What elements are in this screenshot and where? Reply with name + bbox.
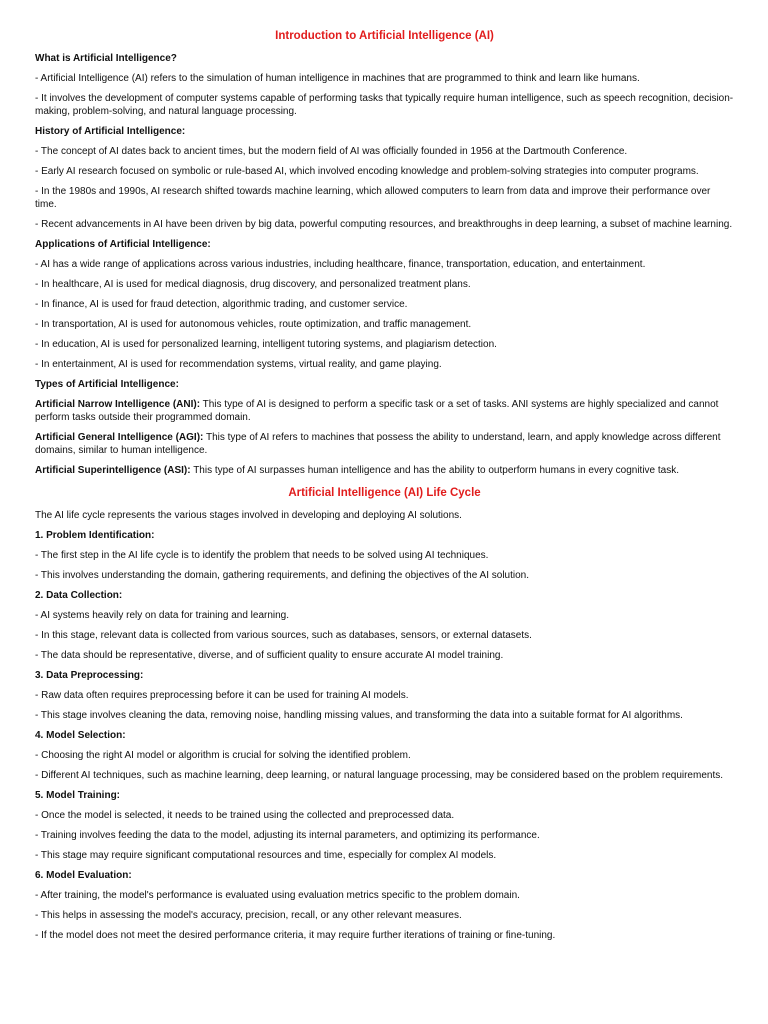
paragraph: - Choosing the right AI model or algorithm is crucial for solving the identified problem. [35,750,411,761]
type-definition-ani [35,398,734,424]
section-heading-history: History of Artificial Intelligence: [35,126,186,137]
paragraph: - Artificial Intelligence (AI) refers to the simulation of human intelligence in machines that are programmed to think and learn like humans. [35,73,640,84]
type-description: This type of AI surpasses human intelligence and has the ability to outperform humans in every cognitive task. [190,465,680,476]
paragraph: - Once the model is selected, it needs to be trained using the collected and preprocessed data. [35,810,455,821]
paragraph: - If the model does not meet the desired performance criteria, it may require further iterations of training or fine-tuning. [35,930,556,941]
paragraph: - In entertainment, AI is used for recommendation systems, virtual reality, and game playing. [35,359,442,370]
paragraph: - Early AI research focused on symbolic or rule-based AI, which involved encoding knowledge and problem-solving strategies into computer programs. [35,166,699,177]
paragraph: The AI life cycle represents the various stages involved in developing and deploying AI solutions. [35,510,462,521]
stage-heading: 5. Model Training: [35,790,121,801]
paragraph: - In education, AI is used for personalized learning, intelligent tutoring systems, and plagiarism detection. [35,339,497,350]
type-definition-asi [35,464,734,477]
type-definition-agi [35,431,734,457]
paragraph: - The data should be representative, diverse, and of sufficient quality to ensure accurate AI model training. [35,650,504,661]
paragraph: - This involves understanding the domain, gathering requirements, and defining the objectives of the AI solution. [35,570,530,581]
paragraph: - In transportation, AI is used for autonomous vehicles, route optimization, and traffic management. [35,319,472,330]
document-title: Introduction to Artificial Intelligence (AI) [275,30,494,42]
stage-heading: 4. Model Selection: [35,730,126,741]
stage-heading: 3. Data Preprocessing: [35,670,144,681]
paragraph: - Training involves feeding the data to the model, adjusting its internal parameters, and optimizing its performance. [35,830,540,841]
paragraph: - The first step in the AI life cycle is to identify the problem that needs to be solved using AI techniques. [35,550,489,561]
paragraph: - In this stage, relevant data is collected from various sources, such as databases, sensors, or external datasets. [35,630,532,641]
paragraph: - In healthcare, AI is used for medical diagnosis, drug discovery, and personalized treatment plans. [35,279,471,290]
paragraph: - This stage involves cleaning the data, removing noise, handling missing values, and transforming the data into a suitable format for AI algorithms. [35,710,683,721]
paragraph: - This helps in assessing the model's accuracy, precision, recall, or any other relevant measures. [35,910,462,921]
paragraph: - Recent advancements in AI have been driven by big data, powerful computing resources, and breakthroughs in deep learning, a subset of machine learning. [35,219,733,230]
stage-heading: 6. Model Evaluation: [35,870,132,881]
section-heading-types: Types of Artificial Intelligence: [35,379,179,390]
type-description: This type of AI refers to machines that possess the ability to understand, learn, and apply knowledge across different domains, similar to human intelligence. [35,432,721,456]
paragraph: - The concept of AI dates back to ancient times, but the modern field of AI was officially founded in 1956 at the Dartmouth Conference. [35,146,628,157]
section-heading-applications: Applications of Artificial Intelligence: [35,239,211,250]
paragraph: - In finance, AI is used for fraud detection, algorithmic trading, and customer service. [35,299,408,310]
stage-heading: 1. Problem Identification: [35,530,155,541]
section-heading-what-is-ai: What is Artificial Intelligence? [35,53,177,64]
paragraph: - AI systems heavily rely on data for training and learning. [35,610,290,621]
type-description: This type of AI is designed to perform a specific task or a set of tasks. ANI systems are highly specialized and cannot perform tasks outside their programmed domain. [35,399,719,423]
stage-heading: 2. Data Collection: [35,590,123,601]
paragraph: - AI has a wide range of applications across various industries, including healthcare, finance, transportation, education, and entertainment. [35,259,646,270]
paragraph: - In the 1980s and 1990s, AI research shifted towards machine learning, which allowed computers to learn from data and improve their performance over time. [35,186,711,210]
type-term: Artificial Narrow Intelligence (ANI): [35,399,201,410]
paragraph: - This stage may require significant computational resources and time, especially for complex AI models. [35,850,497,861]
section-title-life-cycle: Artificial Intelligence (AI) Life Cycle [288,487,481,499]
paragraph: - Different AI techniques, such as machine learning, deep learning, or natural language processing, may be considered based on the problem requirements. [35,770,724,781]
paragraph: - It involves the development of computer systems capable of performing tasks that typically require human intelligence, such as speech recognition, decision-making, problem-solving, and natural language processing. [35,93,734,117]
paragraph: - Raw data often requires preprocessing before it can be used for training AI models. [35,690,409,701]
type-term: Artificial Superintelligence (ASI): [35,465,191,476]
paragraph: - After training, the model's performance is evaluated using evaluation metrics specific to the problem domain. [35,890,520,901]
type-term: Artificial General Intelligence (AGI): [35,432,204,443]
